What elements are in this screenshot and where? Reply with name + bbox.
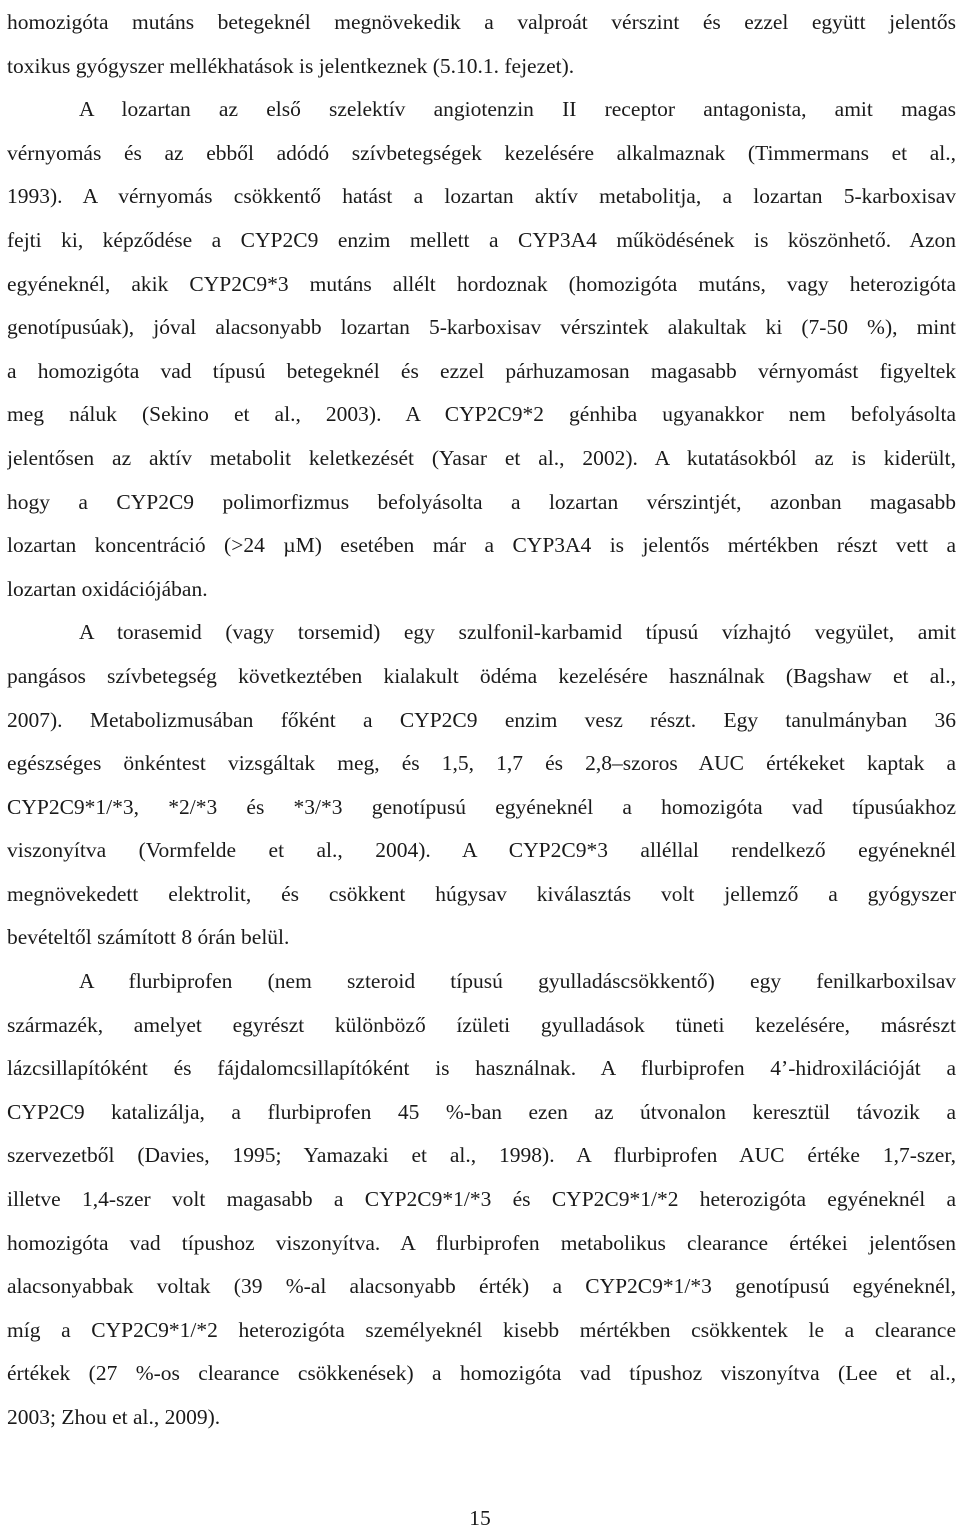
text-line: szervezetből (Davies, 1995; Yamazaki et al., 1998). A flurbiprofen AUC értéke 1,7-szer, xyxy=(7,1143,956,1168)
text-line: genotípusúak), jóval alacsonyabb lozartan 5-karboxisav vérszintek alakultak ki (7-50 %), mint xyxy=(7,315,956,340)
text-line: származék, amelyet egyrészt különböző ízületi gyulladások tüneti kezelésére, másrészt xyxy=(7,1012,956,1037)
paragraph-lozartan xyxy=(7,88,956,611)
paragraph-torasemid xyxy=(7,611,956,960)
text-line: jelentősen az aktív metabolit keletkezését (Yasar et al., 2002). A kutatásokból az is kiderült, xyxy=(7,445,956,470)
text-line: 2007). Metabolizmusában főként a CYP2C9 enzim vesz részt. Egy tanulmányban 36 xyxy=(7,707,956,732)
text-line: CYP2C9 katalizálja, a flurbiprofen 45 %-ban ezen az útvonalon keresztül távozik a xyxy=(7,1099,956,1124)
text-line: viszonyítva (Vormfelde et al., 2004). A CYP2C9*3 alléllal rendelkező egyéneknél xyxy=(7,838,956,863)
text-line: A lozartan az első szelektív angiotenzin II receptor antagonista, amit magas xyxy=(79,97,956,122)
text-line: vérnyomás és az ebből adódó szívbetegségek kezelésére alkalmaznak (Timmermans et al., xyxy=(7,140,956,165)
text-line: alacsonyabbak voltak (39 %-al alacsonyabb érték) a CYP2C9*1/*3 genotípusú egyéneknél, xyxy=(7,1274,956,1299)
text-line: 1993). A vérnyomás csökkentő hatást a lozartan aktív metabolitja, a lozartan 5-karboxisav xyxy=(7,184,956,209)
text-line: meg náluk (Sekino et al., 2003). A CYP2C9*2 génhiba ugyanakkor nem befolyásolta xyxy=(7,402,956,427)
paragraph-valproate-end xyxy=(7,1,956,88)
text-line: egyéneknél, akik CYP2C9*3 mutáns allélt hordoznak (homozigóta mutáns, vagy heterozigóta xyxy=(7,271,956,296)
text-line: A flurbiprofen (nem szteroid típusú gyulladáscsökkentő) egy fenilkarboxilsav xyxy=(79,969,956,994)
page-number: 15 xyxy=(469,1506,491,1530)
text-line: A torasemid (vagy torsemid) egy szulfonil-karbamid típusú vízhajtó vegyület, amit xyxy=(79,620,956,645)
text-line: lázcsillapítóként és fájdalomcsillapítóként is használnak. A flurbiprofen 4’-hidroxilációját a xyxy=(7,1056,956,1081)
text-line: megnövekedett elektrolit, és csökkent húgysav kiválasztás volt jellemző a gyógyszer xyxy=(7,881,956,906)
text-line: toxikus gyógyszer mellékhatások is jelentkeznek (5.10.1. fejezet). xyxy=(7,53,575,78)
text-line: CYP2C9*1/*3, *2/*3 és *3/*3 genotípusú egyéneknél a homozigóta vad típusúakhoz xyxy=(7,794,956,819)
text-line: míg a CYP2C9*1/*2 heterozigóta személyeknél kisebb mértékben csökkentek le a clearance xyxy=(7,1317,956,1342)
text-line: pangásos szívbetegség következtében kialakult ödéma kezelésére használnak (Bagshaw et al., xyxy=(7,663,956,688)
text-line: fejti ki, képződése a CYP2C9 enzim mellett a CYP3A4 működésének is köszönhető. Azon xyxy=(7,227,956,252)
text-line: 2003; Zhou et al., 2009). xyxy=(7,1405,221,1429)
document-page xyxy=(7,0,956,1440)
text-line: lozartan koncentráció (>24 µM) esetében már a CYP3A4 is jelentős mértékben részt vett a xyxy=(7,533,956,558)
text-line: homozigóta mutáns betegeknél megnövekedik a valproát vérszint és ezzel együtt jelentős xyxy=(7,10,956,34)
text-line: illetve 1,4-szer volt magasabb a CYP2C9*1/*3 és CYP2C9*1/*2 heterozigóta egyéneknél a xyxy=(7,1187,956,1212)
text-line: hogy a CYP2C9 polimorfizmus befolyásolta a lozartan vérszintjét, azonban magasabb xyxy=(7,489,956,514)
paragraph-flurbiprofen xyxy=(7,960,956,1440)
text-line: bevételtől számított 8 órán belül. xyxy=(7,925,290,950)
text-line: homozigóta vad típushoz viszonyítva. A flurbiprofen metabolikus clearance értékei jelentősen xyxy=(7,1230,956,1255)
text-line: a homozigóta vad típusú betegeknél és ezzel párhuzamosan magasabb vérnyomást figyeltek xyxy=(7,358,956,383)
text-line: lozartan oxidációjában. xyxy=(7,576,208,601)
text-line: értékek (27 %-os clearance csökkenések) a homozigóta vad típushoz viszonyítva (Lee et al., xyxy=(7,1361,956,1386)
text-line: egészséges önkéntest vizsgáltak meg, és 1,5, 1,7 és 2,8–szoros AUC értékeket kaptak a xyxy=(7,751,956,776)
